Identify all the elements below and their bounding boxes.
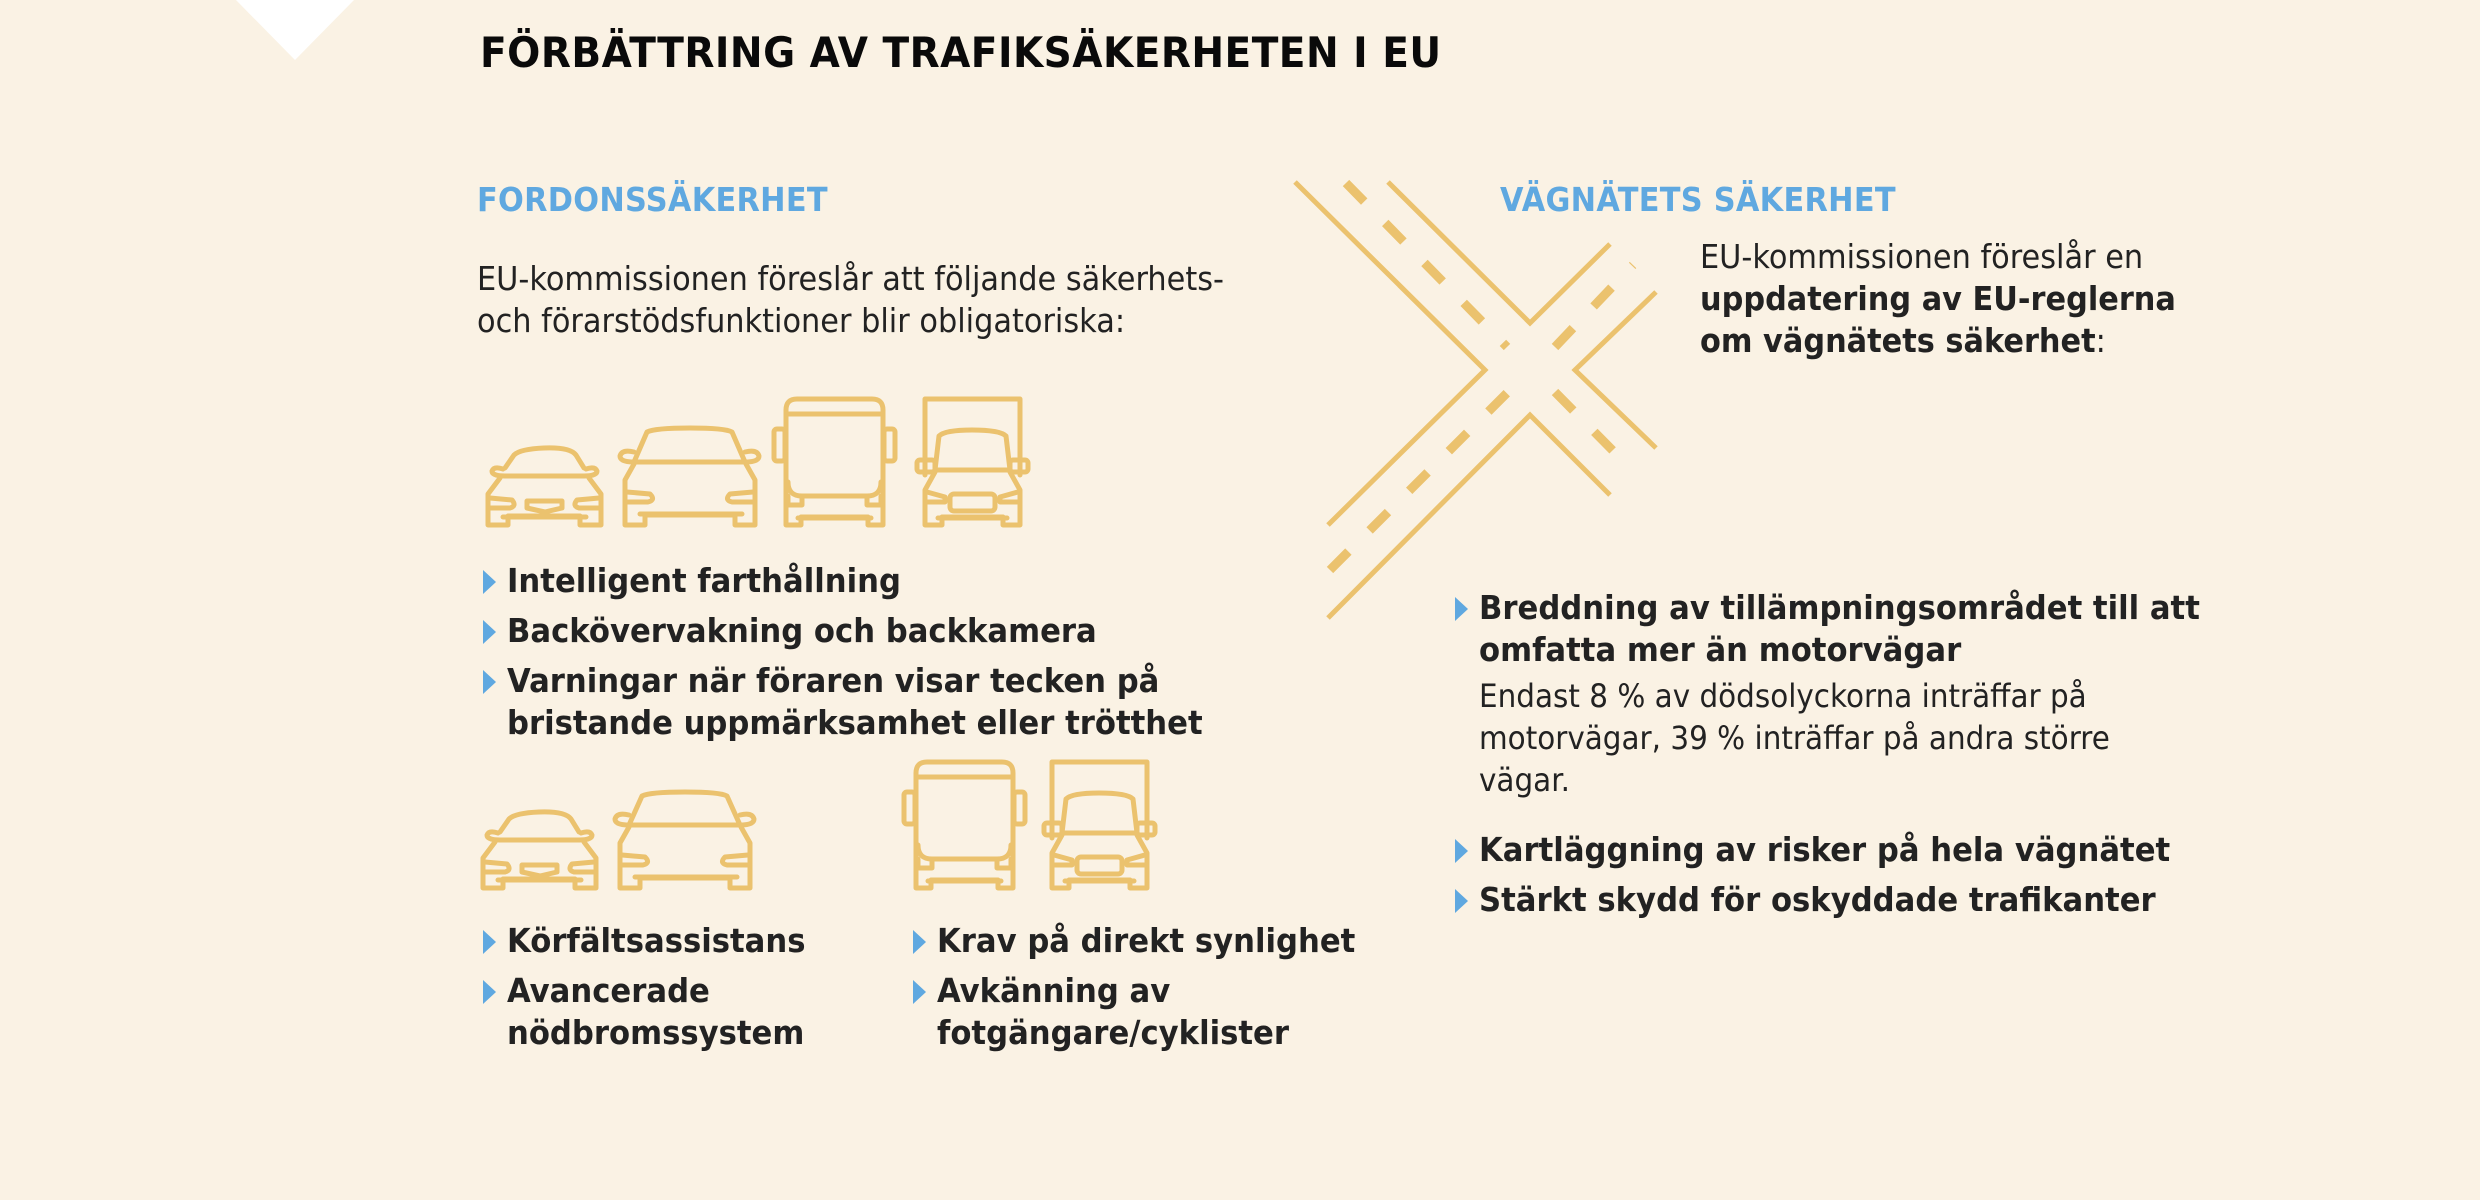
item-text: Stärkt skydd för oskyddade trafikanter (1479, 880, 2156, 919)
item-text: Backövervakning och backkamera (507, 611, 1097, 650)
truck-icon (917, 399, 1028, 525)
item-text: Avkänning av (937, 971, 1171, 1010)
vehicle-icons-row-heavy (895, 755, 1160, 895)
bullet-triangle-icon (1455, 839, 1468, 863)
list-item (483, 560, 1255, 602)
vehicle-icons-row-all (470, 390, 1040, 535)
vehicle-icons-row-cars (470, 755, 770, 895)
intro-bold-line: om vägnätets säkerhet (1700, 321, 2096, 360)
note-line: Endast 8 % av dödsolyckorna inträffar på (1479, 677, 2087, 715)
item-text: Varningar när föraren visar tecken på (507, 661, 1160, 700)
list-item (1455, 587, 2254, 801)
bullet-triangle-icon (1455, 889, 1468, 913)
car-sedan-icon (488, 448, 601, 525)
list-item (483, 920, 828, 962)
intro-line: EU-kommissionen föreslår en (1700, 237, 2144, 276)
item-note (1479, 675, 2192, 801)
page-title: FÖRBÄTTRING AV TRAFIKSÄKERHETEN I EU (480, 28, 1442, 77)
intro-suffix: : (2095, 321, 2106, 360)
bullet-triangle-icon (483, 570, 496, 594)
bullet-triangle-icon (913, 980, 926, 1004)
vehicle-safety-intro (477, 258, 1224, 342)
list-item (483, 970, 828, 1054)
road-intersection-icon (1280, 170, 1680, 630)
list-item (1455, 829, 2254, 871)
bullet-triangle-icon (483, 930, 496, 954)
car-hatchback-icon (615, 792, 754, 888)
intro-line: EU-kommissionen föreslår att följande säkerhets- (477, 259, 1225, 298)
list-item (913, 970, 1387, 1054)
bus-icon (904, 762, 1025, 888)
vehicle-safety-heading: FORDONSSÄKERHET (477, 180, 828, 219)
vehicle-safety-list-all (483, 560, 1255, 744)
item-text: nödbromssystem (507, 1013, 805, 1052)
vehicle-safety-list-cars (483, 920, 828, 1054)
list-item (1455, 879, 2254, 921)
road-safety-heading: VÄGNÄTETS SÄKERHET (1500, 180, 1896, 219)
note-line: motorvägar, 39 % inträffar på andra större (1479, 719, 2110, 757)
item-text: Kartläggning av risker på hela vägnätet (1479, 830, 2171, 869)
car-sedan-icon (483, 812, 596, 888)
road-safety-intro (1700, 236, 2176, 362)
item-text: omfatta mer än motorvägar (1479, 630, 1962, 669)
list-item (913, 920, 1387, 962)
corner-notch-decoration (0, 0, 400, 80)
bullet-triangle-icon (1455, 597, 1468, 621)
intro-line: och förarstödsfunktioner blir obligatoriska: (477, 301, 1126, 340)
truck-icon (1044, 762, 1155, 888)
bus-icon (774, 399, 895, 525)
item-text: bristande uppmärksamhet eller trötthet (507, 703, 1203, 742)
bullet-triangle-icon (913, 930, 926, 954)
vehicle-safety-list-heavy (913, 920, 1387, 1054)
item-text: Breddning av tillämpningsområdet till att (1479, 588, 2200, 627)
list-item (483, 660, 1255, 744)
bullet-triangle-icon (483, 620, 496, 644)
item-text: fotgängare/cyklister (937, 1013, 1290, 1052)
item-text: Avancerade (507, 971, 710, 1010)
item-text: Körfältsassistans (507, 921, 806, 960)
list-item (483, 610, 1255, 652)
note-line: vägar. (1479, 761, 1570, 799)
item-text: Krav på direkt synlighet (937, 921, 1356, 960)
road-safety-list (1455, 587, 2254, 921)
bullet-triangle-icon (483, 670, 496, 694)
item-text: Intelligent farthållning (507, 561, 901, 600)
bullet-triangle-icon (483, 980, 496, 1004)
car-hatchback-icon (620, 428, 759, 525)
intro-bold-line: uppdatering av EU-reglerna (1700, 279, 2176, 318)
